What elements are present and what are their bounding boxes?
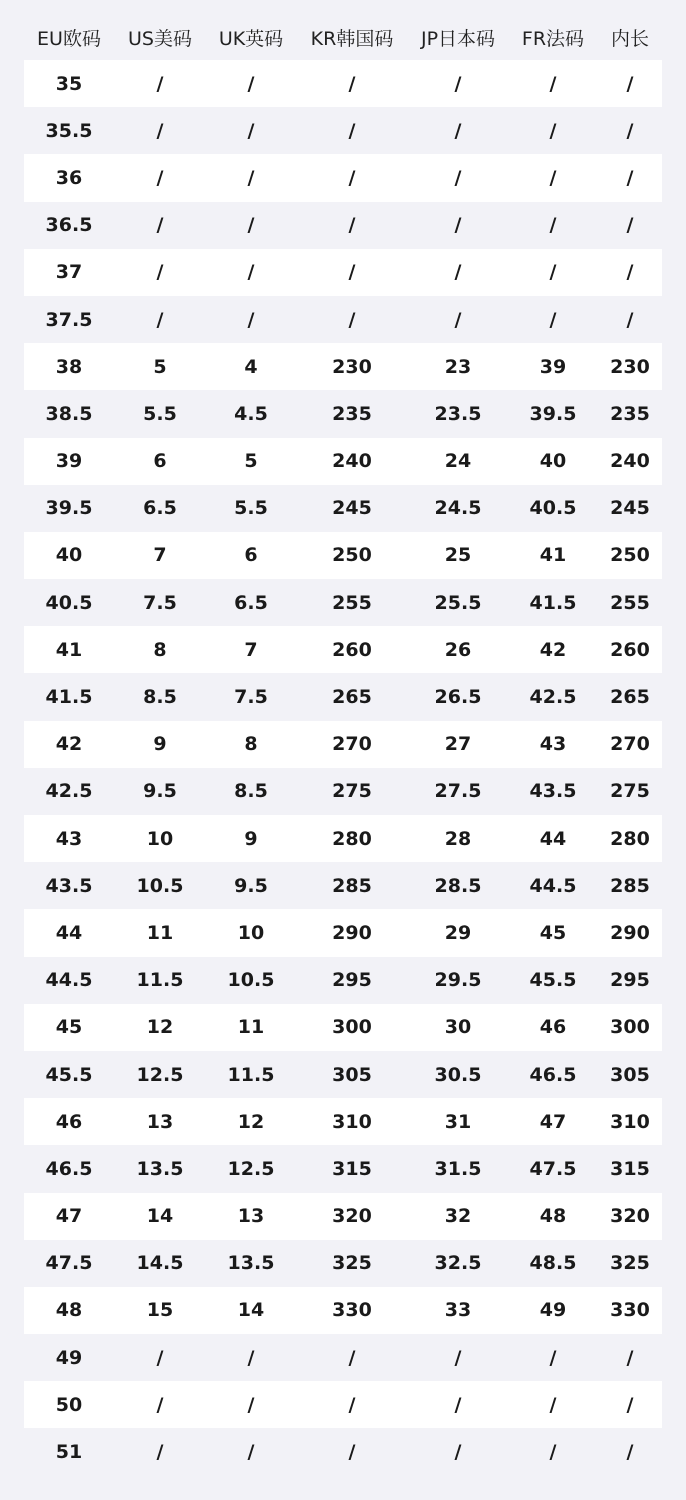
cell-uk-size: 4.5	[234, 402, 268, 425]
cell-uk-size: 5.5	[234, 497, 268, 520]
cell-fr-size: /	[549, 119, 557, 142]
cell-us-size: 9.5	[143, 780, 177, 803]
cell-eu-size: 42	[55, 733, 83, 756]
table-row	[24, 1193, 662, 1240]
cell-jp-size: 27	[444, 733, 472, 756]
cell-kr-size: 275	[332, 780, 372, 803]
cell-eu-size: 39.5	[45, 497, 93, 520]
cell-uk-size: 6	[244, 544, 258, 567]
cell-fr-size: 45	[539, 921, 567, 944]
cell-fr-size: 46	[539, 1016, 567, 1039]
cell-inner-length: /	[626, 72, 634, 95]
cell-kr-size: /	[348, 1346, 356, 1369]
cell-kr-size: 260	[332, 638, 372, 661]
cell-inner-length: /	[626, 1393, 634, 1416]
cell-jp-size: 32	[444, 1205, 472, 1228]
cell-eu-size: 40.5	[45, 591, 93, 614]
cell-uk-size: /	[247, 214, 255, 237]
table-row	[24, 485, 662, 532]
cell-jp-size: 29.5	[434, 969, 482, 992]
cell-inner-length: 285	[610, 874, 650, 897]
cell-eu-size: 50	[55, 1393, 83, 1416]
cell-fr-size: 44	[539, 827, 567, 850]
cell-inner-length: /	[626, 261, 634, 284]
cell-inner-length: 245	[610, 497, 650, 520]
header-us: US美码	[128, 27, 192, 50]
cell-kr-size: 315	[332, 1157, 372, 1180]
cell-jp-size: /	[454, 1441, 462, 1464]
table-row	[24, 957, 662, 1004]
table-row	[24, 909, 662, 956]
table-row	[24, 249, 662, 296]
cell-fr-size: 49	[539, 1299, 567, 1322]
cell-kr-size: /	[348, 72, 356, 95]
cell-us-size: /	[156, 1441, 164, 1464]
cell-kr-size: 230	[332, 355, 372, 378]
cell-uk-size: 8	[244, 733, 258, 756]
table-row	[24, 1381, 662, 1428]
cell-inner-length: 315	[610, 1157, 650, 1180]
cell-kr-size: 325	[332, 1252, 372, 1275]
cell-kr-size: 240	[332, 450, 372, 473]
cell-eu-size: 37	[55, 261, 83, 284]
cell-fr-size: /	[549, 166, 557, 189]
cell-fr-size: /	[549, 72, 557, 95]
cell-uk-size: 9	[244, 827, 258, 850]
cell-eu-size: 48	[55, 1299, 83, 1322]
cell-inner-length: 240	[610, 450, 650, 473]
cell-jp-size: 28.5	[434, 874, 482, 897]
cell-kr-size: /	[348, 119, 356, 142]
cell-jp-size: 28	[444, 827, 472, 850]
table-row	[24, 1428, 662, 1475]
cell-uk-size: /	[247, 308, 255, 331]
cell-us-size: /	[156, 1346, 164, 1369]
table-row	[24, 60, 662, 107]
cell-inner-length: /	[626, 1441, 634, 1464]
cell-fr-size: /	[549, 261, 557, 284]
cell-us-size: 10.5	[136, 874, 184, 897]
cell-eu-size: 41	[55, 638, 83, 661]
cell-kr-size: 245	[332, 497, 372, 520]
cell-inner-length: 290	[610, 921, 650, 944]
table-row	[24, 390, 662, 437]
cell-kr-size: 265	[332, 686, 372, 709]
cell-us-size: 10	[146, 827, 174, 850]
cell-us-size: /	[156, 166, 164, 189]
cell-inner-length: 295	[610, 969, 650, 992]
cell-inner-length: 255	[610, 591, 650, 614]
table-row	[24, 1098, 662, 1145]
cell-us-size: 13.5	[136, 1157, 184, 1180]
cell-jp-size: 27.5	[434, 780, 482, 803]
table-row	[24, 296, 662, 343]
cell-fr-size: 39	[539, 355, 567, 378]
cell-uk-size: 13	[237, 1205, 265, 1228]
cell-jp-size: 33	[444, 1299, 472, 1322]
table-row	[24, 579, 662, 626]
cell-us-size: /	[156, 72, 164, 95]
cell-us-size: 12	[146, 1016, 174, 1039]
cell-kr-size: 330	[332, 1299, 372, 1322]
cell-us-size: 14	[146, 1205, 174, 1228]
cell-inner-length: 265	[610, 686, 650, 709]
cell-inner-length: /	[626, 119, 634, 142]
cell-fr-size: 45.5	[529, 969, 577, 992]
cell-inner-length: 235	[610, 402, 650, 425]
cell-inner-length: 325	[610, 1252, 650, 1275]
cell-inner-length: 275	[610, 780, 650, 803]
cell-eu-size: 46	[55, 1110, 83, 1133]
cell-inner-length: /	[626, 214, 634, 237]
cell-kr-size: 235	[332, 402, 372, 425]
header-jp: JP日本码	[420, 27, 496, 50]
cell-us-size: 12.5	[136, 1063, 184, 1086]
cell-eu-size: 40	[55, 544, 83, 567]
cell-jp-size: 30	[444, 1016, 472, 1039]
cell-kr-size: /	[348, 1441, 356, 1464]
cell-jp-size: /	[454, 72, 462, 95]
table-row	[24, 1334, 662, 1381]
table-header-row	[24, 14, 662, 60]
cell-us-size: /	[156, 261, 164, 284]
cell-eu-size: 36	[55, 166, 83, 189]
cell-kr-size: /	[348, 166, 356, 189]
cell-kr-size: /	[348, 308, 356, 331]
cell-us-size: /	[156, 1393, 164, 1416]
cell-eu-size: 43	[55, 827, 83, 850]
cell-uk-size: /	[247, 72, 255, 95]
cell-fr-size: 41.5	[529, 591, 577, 614]
cell-uk-size: 8.5	[234, 780, 268, 803]
cell-eu-size: 44	[55, 921, 83, 944]
cell-kr-size: 320	[332, 1205, 372, 1228]
cell-jp-size: /	[454, 166, 462, 189]
cell-uk-size: 9.5	[234, 874, 268, 897]
table-row	[24, 343, 662, 390]
cell-kr-size: 285	[332, 874, 372, 897]
cell-inner-length: 270	[610, 733, 650, 756]
cell-kr-size: 290	[332, 921, 372, 944]
cell-jp-size: 31	[444, 1110, 472, 1133]
cell-kr-size: /	[348, 261, 356, 284]
cell-us-size: 11	[146, 921, 174, 944]
cell-us-size: 8	[153, 638, 167, 661]
cell-fr-size: 43.5	[529, 780, 577, 803]
cell-us-size: 7.5	[143, 591, 177, 614]
cell-uk-size: /	[247, 166, 255, 189]
table-row	[24, 1051, 662, 1098]
cell-jp-size: /	[454, 1393, 462, 1416]
table-row	[24, 862, 662, 909]
header-inner-length: 内长	[610, 27, 649, 50]
cell-fr-size: 39.5	[529, 402, 577, 425]
cell-jp-size: 26.5	[434, 686, 482, 709]
cell-kr-size: 255	[332, 591, 372, 614]
cell-us-size: 14.5	[136, 1252, 184, 1275]
cell-jp-size: /	[454, 261, 462, 284]
cell-fr-size: 43	[539, 733, 567, 756]
cell-fr-size: 41	[539, 544, 567, 567]
cell-kr-size: 295	[332, 969, 372, 992]
header-kr: KR韩国码	[310, 27, 394, 50]
cell-inner-length: /	[626, 1346, 634, 1369]
cell-uk-size: /	[247, 1346, 255, 1369]
cell-eu-size: 44.5	[45, 969, 93, 992]
cell-eu-size: 35	[55, 72, 83, 95]
cell-eu-size: 38	[55, 355, 83, 378]
cell-eu-size: 43.5	[45, 874, 93, 897]
cell-uk-size: 10	[237, 921, 265, 944]
cell-kr-size: 250	[332, 544, 372, 567]
cell-uk-size: 4	[244, 355, 258, 378]
cell-us-size: 5	[153, 355, 167, 378]
table-row	[24, 202, 662, 249]
table-row	[24, 1287, 662, 1334]
table-row	[24, 768, 662, 815]
cell-jp-size: /	[454, 214, 462, 237]
cell-uk-size: 5	[244, 450, 258, 473]
cell-eu-size: 45.5	[45, 1063, 93, 1086]
table-row	[24, 626, 662, 673]
cell-kr-size: 270	[332, 733, 372, 756]
cell-inner-length: /	[626, 166, 634, 189]
table-body	[24, 60, 662, 1476]
cell-fr-size: /	[549, 214, 557, 237]
cell-fr-size: 48.5	[529, 1252, 577, 1275]
cell-kr-size: 305	[332, 1063, 372, 1086]
cell-jp-size: 23	[444, 355, 472, 378]
cell-fr-size: 42	[539, 638, 567, 661]
cell-jp-size: /	[454, 119, 462, 142]
table-row	[24, 721, 662, 768]
cell-eu-size: 41.5	[45, 686, 93, 709]
cell-jp-size: 26	[444, 638, 472, 661]
cell-uk-size: /	[247, 119, 255, 142]
cell-jp-size: 24	[444, 450, 472, 473]
cell-us-size: 13	[146, 1110, 174, 1133]
cell-jp-size: 25.5	[434, 591, 482, 614]
table-row	[24, 107, 662, 154]
cell-uk-size: /	[247, 261, 255, 284]
cell-inner-length: 300	[610, 1016, 650, 1039]
cell-uk-size: 12.5	[227, 1157, 275, 1180]
cell-fr-size: 48	[539, 1205, 567, 1228]
cell-us-size: 8.5	[143, 686, 177, 709]
cell-eu-size: 45	[55, 1016, 83, 1039]
cell-eu-size: 47.5	[45, 1252, 93, 1275]
cell-uk-size: 11.5	[227, 1063, 275, 1086]
cell-uk-size: /	[247, 1441, 255, 1464]
cell-us-size: 5.5	[143, 402, 177, 425]
cell-us-size: 6.5	[143, 497, 177, 520]
header-uk: UK英码	[218, 27, 284, 50]
cell-eu-size: 42.5	[45, 780, 93, 803]
cell-eu-size: 37.5	[45, 308, 93, 331]
cell-eu-size: 39	[55, 450, 83, 473]
cell-us-size: 15	[146, 1299, 174, 1322]
cell-eu-size: 47	[55, 1205, 83, 1228]
cell-uk-size: 11	[237, 1016, 265, 1039]
cell-fr-size: /	[549, 1441, 557, 1464]
cell-inner-length: 260	[610, 638, 650, 661]
cell-inner-length: 230	[610, 355, 650, 378]
cell-fr-size: /	[549, 1393, 557, 1416]
cell-us-size: 7	[153, 544, 167, 567]
cell-inner-length: 305	[610, 1063, 650, 1086]
cell-us-size: /	[156, 214, 164, 237]
table-row	[24, 673, 662, 720]
cell-jp-size: 29	[444, 921, 472, 944]
cell-jp-size: 23.5	[434, 402, 482, 425]
header-fr: FR法码	[521, 27, 585, 50]
cell-us-size: /	[156, 119, 164, 142]
cell-us-size: 9	[153, 733, 167, 756]
cell-fr-size: 46.5	[529, 1063, 577, 1086]
cell-jp-size: /	[454, 308, 462, 331]
table-row	[24, 154, 662, 201]
cell-kr-size: 300	[332, 1016, 372, 1039]
table-row	[24, 1240, 662, 1287]
cell-uk-size: 12	[237, 1110, 265, 1133]
cell-jp-size: /	[454, 1346, 462, 1369]
cell-kr-size: 280	[332, 827, 372, 850]
cell-eu-size: 35.5	[45, 119, 93, 142]
cell-inner-length: 320	[610, 1205, 650, 1228]
cell-inner-length: 250	[610, 544, 650, 567]
cell-jp-size: 30.5	[434, 1063, 482, 1086]
cell-fr-size: 40	[539, 450, 567, 473]
cell-eu-size: 51	[55, 1441, 83, 1464]
cell-eu-size: 38.5	[45, 402, 93, 425]
cell-us-size: 11.5	[136, 969, 184, 992]
header-eu: EU欧码	[37, 27, 101, 50]
cell-us-size: /	[156, 308, 164, 331]
cell-fr-size: /	[549, 1346, 557, 1369]
cell-jp-size: 25	[444, 544, 472, 567]
cell-kr-size: /	[348, 1393, 356, 1416]
cell-uk-size: /	[247, 1393, 255, 1416]
cell-kr-size: /	[348, 214, 356, 237]
cell-eu-size: 49	[55, 1346, 83, 1369]
table-row	[24, 438, 662, 485]
cell-inner-length: 280	[610, 827, 650, 850]
cell-eu-size: 36.5	[45, 214, 93, 237]
cell-fr-size: /	[549, 308, 557, 331]
cell-fr-size: 47.5	[529, 1157, 577, 1180]
table-row	[24, 532, 662, 579]
table-row	[24, 815, 662, 862]
cell-fr-size: 42.5	[529, 686, 577, 709]
cell-kr-size: 310	[332, 1110, 372, 1133]
cell-fr-size: 44.5	[529, 874, 577, 897]
cell-inner-length: 330	[610, 1299, 650, 1322]
cell-jp-size: 24.5	[434, 497, 482, 520]
cell-us-size: 6	[153, 450, 167, 473]
size-chart-table	[24, 14, 662, 1476]
cell-eu-size: 46.5	[45, 1157, 93, 1180]
cell-fr-size: 47	[539, 1110, 567, 1133]
cell-jp-size: 32.5	[434, 1252, 482, 1275]
table-row	[24, 1145, 662, 1192]
cell-uk-size: 14	[237, 1299, 265, 1322]
table-row	[24, 1004, 662, 1051]
cell-uk-size: 6.5	[234, 591, 268, 614]
cell-uk-size: 10.5	[227, 969, 275, 992]
cell-uk-size: 7.5	[234, 686, 268, 709]
cell-uk-size: 13.5	[227, 1252, 275, 1275]
cell-fr-size: 40.5	[529, 497, 577, 520]
cell-jp-size: 31.5	[434, 1157, 482, 1180]
cell-inner-length: /	[626, 308, 634, 331]
cell-inner-length: 310	[610, 1110, 650, 1133]
cell-uk-size: 7	[244, 638, 258, 661]
